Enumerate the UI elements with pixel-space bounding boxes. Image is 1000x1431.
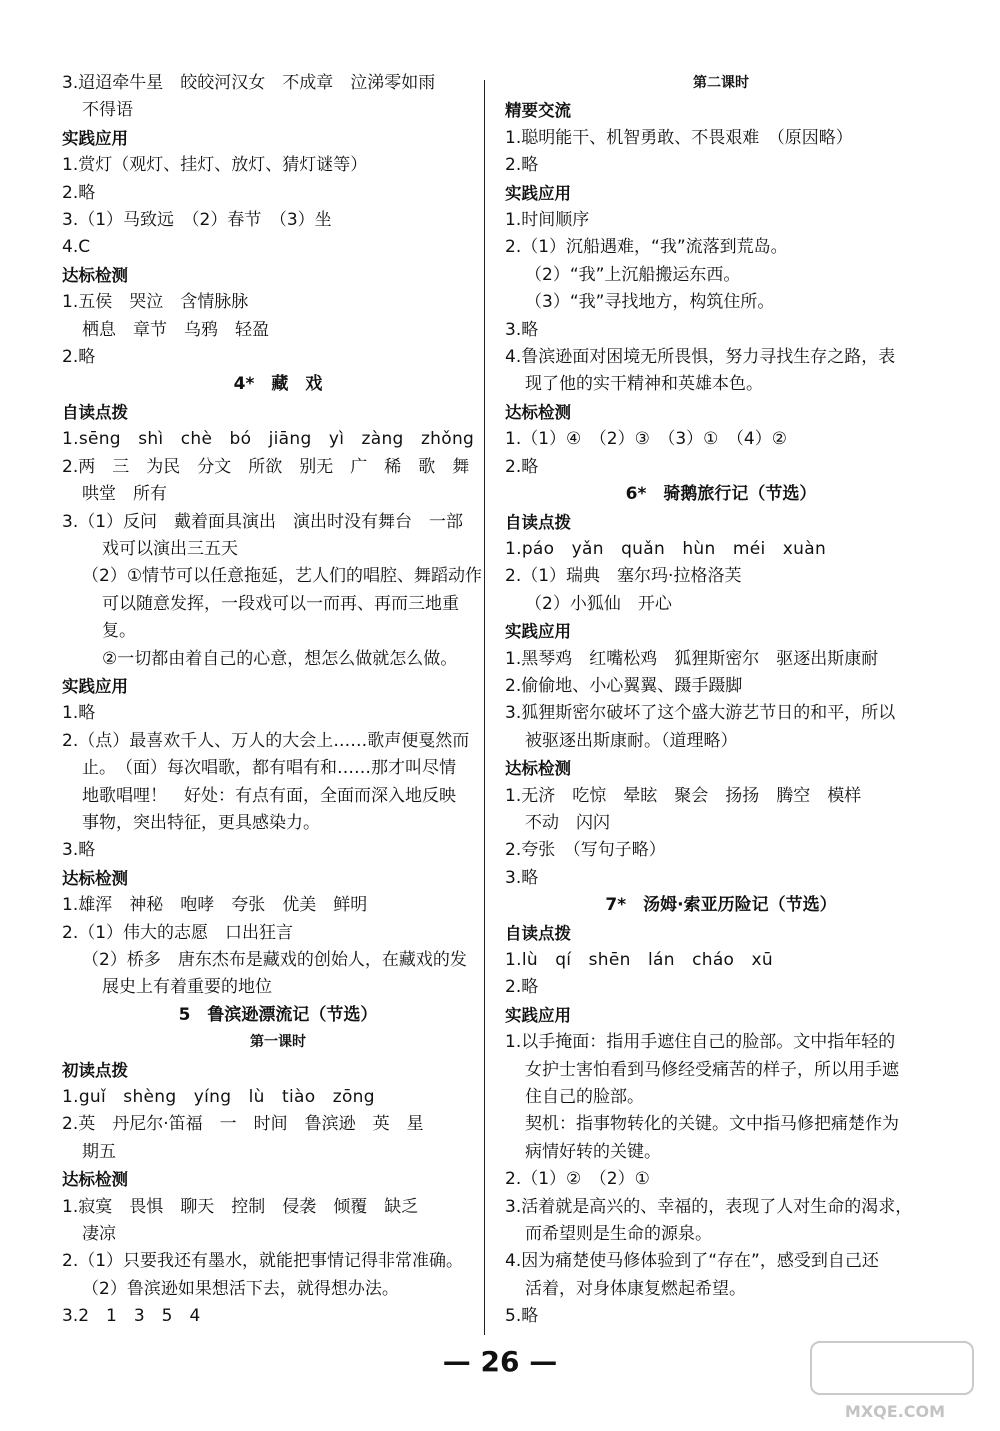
right-column [505,70,937,1331]
answer-line: 地歌唱哩！ 好处：有点有面，全面而深入地反映 [82,785,456,806]
answer-line: 不得语 [82,100,133,121]
answer-line: 5.略 [505,1306,539,1327]
answer-line: 病情好转的关键。 [525,1141,661,1162]
answer-line: 3.活着就是高兴的、幸福的，表现了人对生命的渴求， [505,1196,913,1217]
answer-line: 凄凉 [82,1224,116,1245]
answer-line: （2）①情节可以任意拖延，艺人们的唱腔、舞蹈动作 [82,566,483,587]
answer-line: 2.偷偷地、小心翼翼、蹑手蹑脚 [505,675,743,696]
answer-line: （2）桥多 唐东杰布是藏戏的创始人，在藏戏的发 [82,950,467,970]
lesson-title: 6* 骑鹅旅行记（节选） [625,484,817,505]
answer-line: 栖息 章节 乌鸦 轻盈 [82,319,269,340]
answer-line: 期五 [82,1141,116,1162]
section-heading: 自读点拨 [505,923,571,943]
answer-line: 2.略 [505,155,539,176]
answer-line: 2.（1）沉船遇难，“我”流落到荒岛。 [505,237,788,258]
answer-line: 4.C [62,237,91,258]
answer-line: 不动 闪闪 [525,812,610,833]
answer-line: 事物，突出特征，更具感染力。 [82,812,320,833]
answer-line: 3.略 [505,319,539,340]
answer-line: 1.（1）④ （2）③ （3）① （4）② [505,429,787,450]
page-number: — 26 — [442,1345,558,1378]
answer-line: 活着，对身体康复燃起希望。 [525,1278,746,1299]
answer-line: 1.赏灯（观灯、挂灯、放灯、猜灯谜等） [62,155,368,176]
answer-line: 1.黑琴鸡 红嘴松鸡 狐狸斯密尔 驱逐出斯康耐 [505,648,879,669]
answer-line: 女护士害怕看到马修经受痛苦的样子，所以用手遮 [525,1059,899,1080]
answer-line: 1.páo yǎn quǎn hùn méi xuàn [505,538,827,559]
section-heading: 初读点拨 [62,1060,128,1080]
answer-line: 1.无济 吃惊 晕眩 聚会 扬扬 腾空 模样 [505,785,862,806]
answer-line: 1.时间顺序 [505,210,590,231]
answer-line: 4.鲁滨逊面对困境无所畏惧，努力寻找生存之路，表 [505,347,896,368]
left-column [62,70,494,1331]
lesson-title: 4* 藏 戏 [233,374,323,395]
answer-line: 3.略 [62,840,96,861]
section-heading: 达标检测 [505,759,571,779]
answer-line: 1.sēng shì chè bó jiāng yì zàng zhǒng [62,429,475,450]
section-heading: 实践应用 [62,128,128,148]
section-heading: 实践应用 [505,1005,571,1025]
answer-line: 现了他的实干精神和英雄本色。 [525,374,763,395]
answer-line: （2）鲁滨逊如果想活下去，就得想办法。 [82,1278,399,1299]
section-heading: 精要交流 [505,101,571,121]
answer-line: 1.雄浑 神秘 咆哮 夸张 优美 鲜明 [62,895,368,916]
answer-line: （2）小狐仙 开心 [525,593,672,614]
lesson-title: 7* 汤姆·索亚历险记（节选） [605,895,837,916]
answer-line: 1.略 [62,703,96,724]
section-heading: 达标检测 [62,868,128,888]
section-heading: 实践应用 [505,622,571,642]
answer-line: 3.（1）反问 戴着面具演出 演出时没有舞台 一部 [62,511,464,532]
answer-line: 2.（1）② （2）① [505,1169,650,1190]
answer-line: 可以随意发挥，一段戏可以一而再、再而三地重 [102,593,459,614]
answer-line: 哄堂 所有 [82,484,167,505]
section-heading: 达标检测 [505,402,571,422]
answer-line: 3.狐狸斯密尔破坏了这个盛大游艺节日的和平，所以 [505,703,896,724]
answer-line: 1.guǐ shèng yíng lù tiào zōng [62,1087,375,1108]
watermark-text: MXQE.COM [844,1402,946,1421]
column-divider [484,80,485,1335]
answer-line: 2.两 三 为民 分文 所欲 别无 广 稀 歌 舞 [62,456,470,477]
answer-line: （2）“我”上沉船搬运东西。 [525,264,741,285]
lesson-subtitle: 第二课时 [693,75,749,91]
section-heading: 达标检测 [62,265,128,285]
answer-line: 展史上有着重要的地位 [102,977,272,998]
answer-line: 被驱逐出斯康耐。（道理略） [525,730,738,751]
answer-line: 住自己的脸部。 [525,1087,644,1108]
lesson-title: 5 鲁滨逊漂流记（节选） [178,1004,378,1025]
answer-line: 契机：指事物转化的关键。文中指马修把痛楚作为 [525,1114,899,1135]
answer-line: 2.略 [62,347,96,368]
answer-line: 2.夸张 （写句子略） [505,840,666,861]
answer-line: 3.2 1 3 5 4 [62,1306,201,1327]
lesson-subtitle: 第一课时 [250,1034,306,1051]
answer-line: 2.（1）伟大的志愿 口出狂言 [62,922,294,943]
answer-line: 1.五侯 哭泣 含情脉脉 [62,292,249,313]
answer-line: 戏可以演出三五天 [102,538,238,559]
answer-line: 4.因为痛楚使马修体验到了“存在”，感受到自己还 [505,1251,879,1272]
answer-line: 1.lù qí shēn lán cháo xū [505,950,773,970]
answer-line: 1.以手掩面：指用手遮住自己的脸部。文中指年轻的 [505,1032,896,1053]
answer-line: 2.（点）最喜欢千人、万人的大会上……歌声便戛然而 [62,730,470,751]
answer-line: 止。 （面）每次唱歌，都有唱有和……那才叫尽情 [82,758,456,779]
watermark-badge-icon [810,1341,974,1395]
answer-line: 2.（1）只要我还有墨水，就能把事情记得非常准确。 [62,1251,464,1272]
answer-line: 3.（1）马致远 （2）春节 （3）坐 [62,210,332,231]
answer-line: ②一切都由着自己的心意，想怎么做就怎么做。 [102,648,458,669]
answer-line: 1.寂寞 畏惧 聊天 控制 侵袭 倾覆 缺乏 [62,1196,419,1217]
section-heading: 自读点拨 [62,402,128,422]
answer-line: 而希望则是生命的源泉。 [525,1224,712,1245]
section-heading: 实践应用 [505,183,571,203]
section-heading: 自读点拨 [505,512,571,532]
watermark-logo [810,1341,980,1421]
answer-line: 3.略 [505,867,539,888]
section-heading: 达标检测 [62,1170,128,1190]
answer-line: 2.略 [62,182,96,203]
answer-line: （3）“我”寻找地方，构筑住所。 [525,292,775,313]
answer-line: 复。 [102,621,136,642]
answer-line: 1.聪明能干、机智勇敢、不畏艰难 （原因略） [505,127,853,148]
section-heading: 实践应用 [62,676,128,696]
answer-line: 2.英 丹尼尔·笛福 一 时间 鲁滨逊 英 星 [62,1114,424,1135]
answer-line: 3.迢迢牵牛星 皎皎河汉女 不成章 泣涕零如雨 [62,73,436,93]
answer-line: 2.（1）瑞典 塞尔玛·拉格洛芙 [505,566,742,587]
answer-line: 2.略 [505,977,539,998]
answer-line: 2.略 [505,456,539,477]
